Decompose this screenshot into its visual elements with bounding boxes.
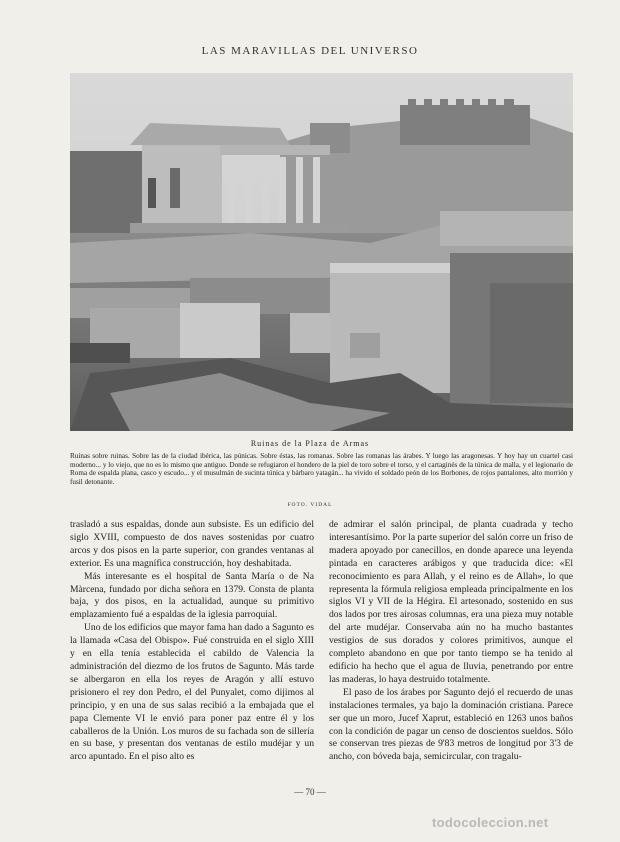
- caption-text: Ruinas sobre ruinas. Sobre las de la ciudad ibérica, las púnicas. Sobre éstas, las romanas. Sobre las romanas las árabes. Y luego las aragonesas. Y hoy hay un cuartel casi moderno... y lo viejo, que no es lo mismo que antiguo. Donde se refugiaron el hondero de la piel de toro sobre el torso, y el cartaginés de la túnica de malla, y el legionario de Roma de espalda plana, casco y escudo... y el musulmán de sucinta túnica y bárbaro yatagán... ha vivido el soldado peón de los Borbones, de rojos pantalones, alto morrión y fusil detonante.: [70, 452, 573, 486]
- paragraph: Uno de los edificios que mayor fama han dado a Sagunto es la llamada «Casa del Obispo». Fué construida en el siglo XIII y en ella tenía establecida el cabildo de Valencia la administración del diezmo de los frutos de Sagunto. Más tarde se albergaron en ella los reyes de Aragón y allí estuvo prisionero el rey don Pedro, el del Punyalet, como dijimos al principio, y en una de sus salas recibió a la embajada que el papa Clemente VI le envió para poner paz entre él y los caballeros de la Unión. Los muros de su fachada son de sillería en su base, y presentan dos ventanas de estilo mudéjar y un arco apuntado. En el piso alto es: [70, 622, 314, 763]
- body-column-right: [329, 519, 573, 764]
- photograph-ruins: [70, 73, 573, 431]
- watermark-logo: todocoleccion.net: [432, 815, 549, 830]
- page-number: — 70 —: [294, 787, 326, 797]
- photo-credit: FOTO. VIDAL: [287, 502, 333, 508]
- paragraph: trasladó a sus espaldas, donde aun subsiste. Es un edificio del siglo XVIII, compuesto de dos naves sostenidas por cuatro arcos y dos pisos en la parte superior, con grandes ventanas al exterior. Es una magnífica construcción, hoy deshabitada.: [70, 519, 314, 569]
- caption-title: Ruinas de la Plaza de Armas: [250, 439, 370, 448]
- paragraph: Más interesante es el hospital de Santa María o de Na Màrcena, fundado por dicha señora en 1379. Consta de planta baja, y dos pisos, en la actualidad, aunque su primitivo emplazamiento fué a espaldas de la iglesia parroquial.: [70, 570, 314, 621]
- paragraph: de admirar el salón principal, de planta cuadrada y techo interesantísimo. Por la parte superior del salón corre un friso de madera apoyado por canecillos, en donde aparece una leyenda pintada en caracteres arábigos y que traducida dice: «El reconocimiento es para Allah, y el reino es de Allah», lo que representa la fórmula religiosa empleada principalmente en los siglos VI y VII de la Hégira. El artesonado, sostenido en sus dos lados por tres airosas columnas, era una pieza muy notable del arte mudéjar. Conservaba aún no ha mucho bastantes vestigios de sus dorados y colores primitivos, aunque el completo abandono en que por tanto tiempo se ha tenido al edificio ha hecho que el agua de lluvia, penetrando por entre las maderas, lo haya destruido totalmente.: [329, 519, 573, 685]
- paragraph: El paso de los árabes por Sagunto dejó el recuerdo de unas instalaciones termales, ya bajo la dominación cristiana. Parece ser que un moro, Jucef Xaprut, estableció en 1263 unos baños con la condición de pagar un censo de doscientos sueldos. Sólo se conservan tres piezas de 9'83 metros de longitud por 3'3 de ancho, con bóveda baja, semicircular, con tragalu-: [329, 686, 573, 763]
- running-header: LAS MARAVILLAS DEL UNIVERSO: [201, 45, 419, 57]
- body-column-left: [70, 519, 314, 764]
